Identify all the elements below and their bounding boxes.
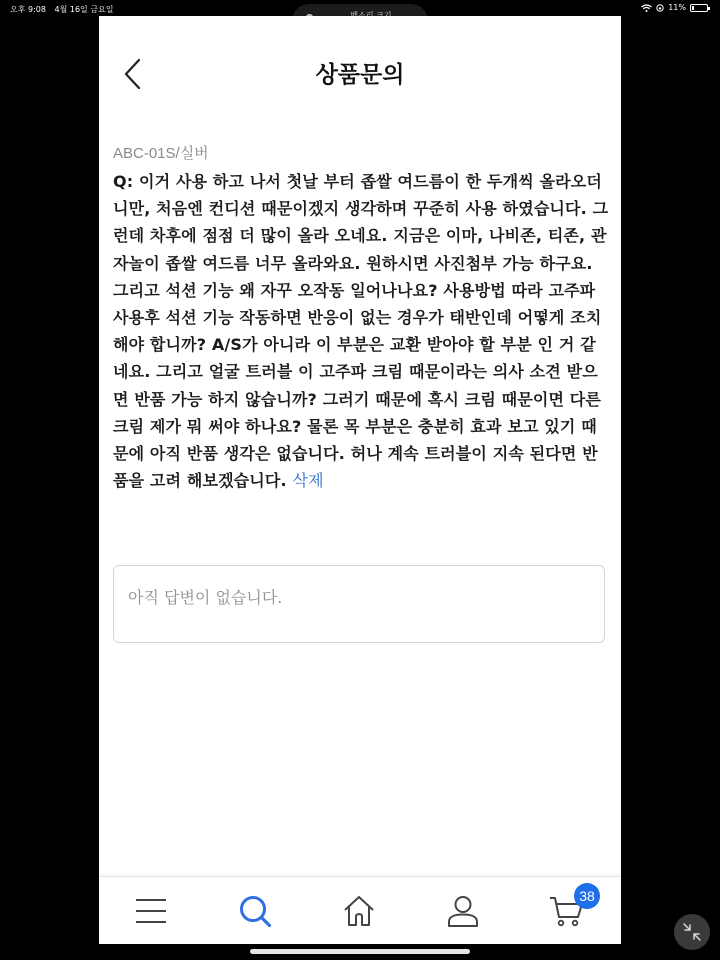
wifi-icon — [641, 4, 652, 12]
app-window — [99, 16, 621, 944]
status-time: 오후 9:08 — [10, 5, 46, 14]
question-text — [113, 168, 609, 494]
nav-home-button[interactable] — [307, 877, 411, 944]
collapse-button[interactable] — [674, 914, 710, 950]
nav-menu-button[interactable] — [99, 877, 203, 944]
delete-link[interactable]: 삭제 — [292, 471, 324, 491]
bottom-nav — [99, 876, 621, 944]
product-option: ABC-01S/실버 — [113, 145, 209, 162]
header — [99, 16, 621, 132]
orientation-lock-icon — [656, 4, 664, 12]
status-left — [10, 4, 120, 15]
search-icon — [238, 894, 272, 928]
answer-box — [113, 565, 605, 643]
battery-icon — [690, 4, 708, 12]
collapse-arrows-icon — [674, 914, 710, 950]
home-indicator[interactable] — [250, 949, 470, 954]
battery-percent: 11% — [668, 3, 686, 12]
menu-icon — [135, 898, 167, 924]
user-icon — [447, 895, 479, 927]
status-right — [641, 3, 708, 12]
nav-cart-button[interactable] — [515, 877, 619, 944]
answer-placeholder: 아직 답변이 없습니다. — [128, 588, 283, 607]
status-date: 4월 16일 금요일 — [54, 5, 114, 14]
cart-count-badge: 38 — [574, 883, 600, 909]
page-title: 상품문의 — [315, 62, 405, 88]
nav-search-button[interactable] — [203, 877, 307, 944]
battery-level — [692, 6, 694, 10]
nav-account-button[interactable] — [411, 877, 515, 944]
home-icon — [343, 895, 375, 927]
question-body: Q: 이거 사용 하고 나서 첫날 부터 좁쌀 여드름이 한 두개씩 올라오더니만, 처음엔 컨디션 때문이겠지 생각하며 꾸준히 사용 하였습니다. 그런데 차후에 점점 더 많이 올라 오네요. 지금은 이마, 나비존, 티존, 관자놀이 좁쌀 여드름 너무 올라와요. 원하시면 사진첨부 가능 하구요. 그리고 석션 기능 왜 자꾸 오작동 일어나나요? 사용방법 따라 고주파 사용후 석션 기능 작동하면 반응이 없는 경우가 태반인데 어떻게 조치 해야 합니까? A/S가 아니라 이 부분은 교환 받아야 할 부분 인 거 같네요. 그리고 얼굴 트러블 이 고주파 크림 때문이라는 의사 소견 받으면 반품 가능 하지 않습니까? 그러기 때문에 혹시 크림 때문이면 다른 크림 제가 뭐 써야 하나요? 물론 목 부분은 충분히 효과 보고 있기 때문에 아직 반품 생각은 없습니다. 허나 계속 트러블이 지속 된다면 반품을 고려 해보겠습니다. — [113, 172, 609, 491]
